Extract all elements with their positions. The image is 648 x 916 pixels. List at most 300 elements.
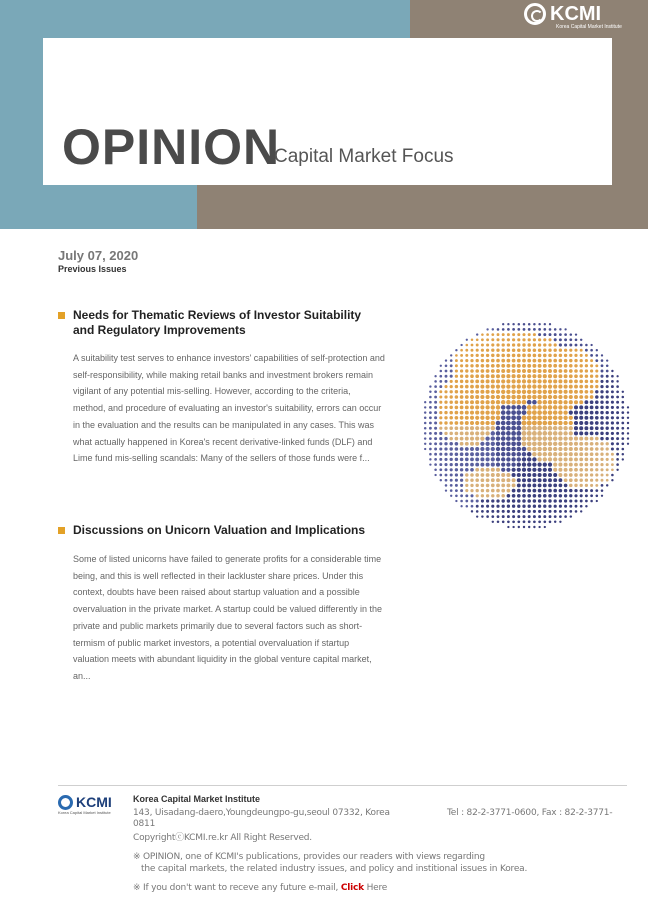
globe-dot [532, 364, 536, 368]
globe-dot [554, 343, 557, 346]
page-subtitle: Capital Market Focus [274, 146, 454, 167]
globe-dot [445, 484, 448, 487]
globe-dot [606, 411, 609, 414]
bullet-icon [58, 312, 65, 319]
globe-dot [517, 468, 521, 472]
globe-dot [450, 370, 453, 373]
globe-dot [606, 427, 609, 430]
globe-dot [527, 457, 531, 461]
globe-dot [434, 411, 437, 414]
globe-dot [580, 364, 583, 367]
globe-dot [600, 380, 603, 383]
globe-dot [580, 484, 583, 487]
globe-dot [548, 405, 553, 410]
globe-dot [455, 468, 458, 471]
globe-dot [595, 390, 598, 393]
globe-dot [511, 462, 515, 466]
globe-dot [569, 411, 573, 415]
globe-dot [590, 364, 593, 367]
globe-dot [455, 500, 457, 502]
globe-dot [476, 505, 479, 508]
globe-dot [569, 374, 573, 378]
globe-dot [527, 494, 531, 498]
globe-dot [522, 400, 527, 405]
globe-dot [511, 431, 516, 436]
globe-dot [533, 505, 536, 508]
globe-dot [553, 369, 557, 373]
globe-dot [480, 416, 484, 420]
dotted-globe-image [419, 318, 633, 532]
globe-dot [475, 478, 479, 482]
globe-dot [460, 484, 463, 487]
globe-dot [512, 338, 515, 341]
globe-dot [553, 478, 557, 482]
globe-dot [439, 468, 442, 471]
globe-dot [444, 458, 447, 461]
globe-dot [543, 452, 547, 456]
previous-issues-link[interactable]: Previous Issues [58, 264, 127, 274]
globe-dot [460, 354, 463, 357]
globe-dot [616, 422, 619, 425]
globe-dot [606, 432, 609, 435]
globe-dot [596, 495, 599, 498]
globe-dot [517, 520, 520, 523]
globe-dot [538, 343, 541, 346]
globe-dot [492, 328, 494, 330]
globe-dot [517, 494, 521, 498]
globe-dot [511, 436, 516, 441]
globe-dot [522, 510, 525, 513]
globe-dot [450, 375, 453, 378]
globe-dot [543, 499, 546, 502]
globe-dot [532, 374, 536, 378]
globe-dot [569, 431, 573, 435]
globe-dot [611, 442, 614, 445]
globe-dot [543, 379, 547, 383]
bullet-icon [58, 527, 65, 534]
globe-dot [507, 499, 510, 502]
globe-dot [506, 483, 510, 487]
globe-dot [606, 359, 608, 361]
globe-dot [491, 510, 494, 513]
globe-dot [611, 427, 614, 430]
globe-dot [507, 510, 510, 513]
globe-dot [480, 379, 484, 383]
globe-dot [548, 421, 553, 426]
globe-dot [470, 369, 474, 373]
globe-dot [501, 489, 505, 493]
globe-dot [616, 396, 619, 399]
kcmi-logo-tagline: Korea Capital Market Institute [556, 24, 622, 30]
globe-dot [532, 483, 536, 487]
globe-dot [553, 436, 557, 440]
globe-dot [606, 484, 608, 486]
globe-dot [496, 510, 499, 513]
globe-dot [616, 401, 619, 404]
globe-dot [558, 400, 562, 404]
globe-dot [574, 364, 577, 367]
globe-dot [574, 359, 577, 362]
globe-dot [527, 410, 532, 415]
globe-dot [564, 328, 566, 330]
globe-dot [501, 379, 505, 383]
globe-dot [579, 416, 583, 420]
globe-dot [449, 400, 452, 403]
globe-dot [445, 489, 447, 491]
globe-dot [564, 510, 567, 513]
globe-dot [590, 463, 593, 466]
globe-dot [590, 400, 594, 404]
globe-dot [511, 452, 515, 456]
globe-dot [532, 431, 537, 436]
globe-dot [569, 385, 573, 389]
globe-dot [564, 473, 568, 477]
globe-dot [424, 411, 426, 413]
globe-dot [595, 447, 599, 451]
globe-dot [522, 410, 527, 415]
globe-dot [429, 427, 432, 430]
globe-dot [465, 369, 468, 372]
globe-dot [579, 426, 583, 430]
globe-dot [600, 395, 603, 398]
globe-dot [611, 453, 614, 456]
globe-dot [580, 489, 583, 492]
globe-dot [601, 495, 603, 497]
globe-dot [496, 489, 500, 493]
globe-dot [569, 369, 573, 373]
globe-dot [516, 431, 521, 436]
globe-dot [470, 457, 474, 461]
globe-dot [475, 484, 478, 487]
globe-dot [590, 500, 593, 503]
globe-dot [590, 416, 594, 420]
globe-dot [621, 411, 624, 414]
globe-dot [538, 328, 541, 331]
globe-dot [444, 432, 447, 435]
globe-dot [569, 364, 573, 368]
globe-dot [517, 473, 521, 477]
kcmi-logo-text: KCMI [550, 3, 602, 25]
article-1-title-line2[interactable]: and Regulatory Improvements [73, 323, 246, 337]
globe-dot [600, 453, 603, 456]
globe-dot [611, 406, 614, 409]
globe-dot [512, 473, 516, 477]
globe-dot [475, 411, 479, 415]
globe-dot [460, 505, 462, 507]
globe-dot [485, 416, 489, 420]
globe-dot [569, 379, 573, 383]
globe-dot [627, 422, 629, 424]
footer-tel-fax: Tel : 82-2-3771-0600, Fax : 82-2-3771- [447, 808, 613, 818]
kcmi-logo[interactable] [524, 3, 601, 25]
globe-dot [595, 452, 598, 455]
globe-dot [537, 395, 541, 399]
globe-dot [627, 406, 629, 408]
globe-dot [517, 390, 521, 394]
globe-dot [470, 364, 473, 367]
globe-dot [466, 339, 468, 341]
globe-dot [476, 344, 479, 347]
globe-dot [574, 380, 578, 384]
globe-dot [481, 515, 483, 517]
globe-dot [501, 400, 505, 404]
globe-dot [434, 437, 437, 440]
globe-dot [517, 447, 522, 452]
globe-dot [590, 468, 593, 471]
globe-dot [564, 369, 568, 373]
globe-dot [486, 515, 489, 518]
globe-dot [548, 400, 552, 404]
globe-dot [532, 478, 536, 482]
globe-dot [527, 462, 531, 466]
globe-dot [548, 473, 552, 477]
globe-dot [548, 338, 551, 341]
globe-dot [553, 473, 557, 477]
globe-dot [516, 415, 521, 420]
globe-dot [559, 484, 563, 488]
globe-dot [460, 390, 464, 394]
globe-dot [491, 431, 495, 435]
globe-dot [450, 479, 453, 482]
globe-dot [549, 515, 552, 518]
globe-dot [480, 447, 484, 451]
globe-dot [506, 415, 511, 420]
globe-dot [491, 436, 495, 440]
globe-dot [584, 442, 588, 446]
article-2-title[interactable]: Discussions on Unicorn Valuation and Implications [73, 523, 366, 537]
globe-dot [601, 354, 603, 356]
globe-dot [585, 380, 589, 384]
globe-dot [522, 468, 526, 472]
globe-dot [564, 484, 568, 488]
globe-dot [465, 421, 469, 425]
globe-dot [439, 432, 442, 435]
globe-dot [600, 406, 603, 409]
globe-dot [533, 343, 536, 346]
globe-dot [475, 380, 479, 384]
globe-dot [590, 442, 594, 446]
globe-dot [590, 369, 593, 372]
globe-dot [564, 447, 568, 451]
globe-dot [569, 473, 573, 477]
globe-dot [590, 349, 593, 352]
globe-dot [606, 421, 609, 424]
globe-dot [455, 400, 459, 404]
footer-logo-icon [58, 795, 73, 810]
globe-dot [621, 427, 624, 430]
globe-dot [611, 437, 614, 440]
globe-dot [564, 457, 568, 461]
globe-dot [616, 432, 619, 435]
globe-dot [429, 453, 432, 456]
globe-dot [606, 479, 609, 482]
globe-dot [569, 354, 572, 357]
globe-dot [580, 494, 583, 497]
globe-dot [559, 515, 562, 518]
globe-dot [486, 385, 490, 389]
globe-dot [475, 452, 479, 456]
globe-dot [455, 380, 458, 383]
globe-dot [585, 349, 588, 352]
globe-dot [548, 478, 552, 482]
globe-dot [584, 416, 588, 420]
globe-dot [439, 458, 442, 461]
globe-dot [501, 359, 505, 363]
globe-dot [501, 442, 506, 447]
globe-dot [517, 359, 521, 363]
globe-dot [590, 344, 592, 346]
globe-dot [475, 463, 479, 467]
globe-dot [527, 441, 532, 446]
globe-dot [455, 437, 459, 441]
globe-dot [440, 370, 443, 373]
globe-dot [466, 505, 469, 508]
globe-dot [506, 400, 511, 405]
globe-dot [517, 457, 521, 461]
globe-dot [532, 421, 537, 426]
globe-dot [481, 333, 484, 336]
globe-dot [527, 374, 531, 378]
globe-dot [511, 395, 515, 400]
globe-dot [549, 333, 552, 336]
globe-dot [563, 431, 567, 435]
globe-dot [558, 457, 562, 461]
globe-dot [616, 385, 619, 388]
issue-date: July 07, 2020 [58, 248, 139, 263]
globe-dot [465, 437, 469, 441]
globe-dot [455, 369, 458, 372]
globe-dot [496, 478, 500, 482]
globe-dot [600, 468, 603, 471]
globe-dot [486, 499, 489, 502]
globe-dot [558, 436, 562, 440]
globe-dot [522, 441, 527, 446]
globe-dot [569, 344, 572, 347]
globe-dot [465, 468, 469, 472]
globe-dot [543, 338, 546, 341]
globe-dot [501, 468, 505, 472]
globe-dot [590, 421, 594, 425]
globe-dot [569, 405, 573, 409]
globe-dot [596, 354, 599, 357]
globe-dot [569, 359, 572, 362]
globe-dot [543, 473, 547, 477]
globe-dot [496, 484, 500, 488]
globe-dot [532, 426, 537, 431]
globe-dot [579, 473, 583, 477]
globe-dot [496, 390, 500, 394]
globe-dot [460, 452, 464, 456]
globe-dot [444, 416, 447, 419]
globe-dot [486, 338, 489, 341]
globe-dot [486, 484, 490, 488]
header-taupe-strip [197, 185, 648, 229]
globe-dot [579, 380, 583, 384]
globe-dot [523, 526, 525, 528]
globe-dot [455, 458, 458, 461]
globe-dot [574, 463, 578, 467]
globe-dot [558, 369, 562, 373]
unsubscribe-click-link[interactable]: Click [340, 883, 364, 893]
article-1-title-line1[interactable]: Needs for Thematic Reviews of Investor Suitability [73, 308, 362, 322]
globe-dot [511, 415, 516, 420]
globe-dot [553, 426, 558, 431]
globe-dot [496, 338, 499, 341]
globe-dot [563, 421, 567, 425]
globe-dot [434, 396, 437, 399]
globe-dot [434, 375, 436, 377]
globe-dot [501, 431, 506, 436]
globe-dot [424, 406, 426, 408]
globe-dot [460, 406, 464, 410]
globe-dot [516, 421, 521, 426]
globe-dot [580, 500, 583, 503]
globe-dot [585, 479, 588, 482]
globe-dot [522, 338, 525, 341]
globe-dot [522, 354, 526, 358]
globe-dot [455, 354, 458, 357]
globe-dot [574, 349, 577, 352]
globe-dot [424, 427, 427, 430]
globe-dot [502, 343, 505, 346]
globe-dot [574, 400, 578, 404]
globe-dot [595, 421, 599, 425]
globe-dot [600, 426, 604, 430]
globe-dot [507, 526, 509, 528]
globe-dot [532, 452, 537, 457]
globe-dot [595, 432, 599, 436]
globe-dot [507, 343, 510, 346]
globe-dot [584, 411, 588, 415]
globe-dot [585, 374, 588, 377]
globe-dot [532, 405, 537, 410]
globe-dot [543, 400, 548, 405]
kcmi-logo-icon [524, 3, 546, 25]
globe-dot [538, 526, 540, 528]
globe-dot [512, 343, 515, 346]
globe-dot [450, 390, 453, 393]
globe-dot [616, 458, 619, 461]
globe-dot [569, 426, 573, 430]
globe-dot [548, 489, 552, 493]
globe-dot [554, 505, 557, 508]
globe-dot [543, 348, 546, 351]
globe-dot [533, 526, 535, 528]
article-1-title[interactable] [73, 308, 361, 338]
globe-dot [455, 359, 458, 362]
footer-divider [58, 785, 627, 786]
globe-dot [522, 374, 526, 378]
globe-dot [476, 494, 479, 497]
globe-dot [558, 442, 562, 446]
globe-dot [590, 473, 593, 476]
globe-dot [460, 426, 464, 430]
globe-dot [522, 364, 526, 368]
globe-dot [491, 354, 494, 357]
globe-dot [486, 505, 489, 508]
globe-dot [455, 426, 459, 430]
globe-dot [543, 374, 547, 378]
globe-dot [470, 452, 474, 456]
globe-dot [563, 442, 567, 446]
globe-dot [564, 333, 567, 336]
globe-dot [485, 431, 489, 435]
globe-dot [449, 447, 452, 450]
globe-dot [574, 395, 578, 399]
globe-dot [590, 452, 594, 456]
footer-unsubscribe [133, 883, 387, 893]
article-2-summary: Some of listed unicorns have failed to generate profits for a considerable time being, and this is well reflected in their lackluster share prices. Under this context, doubts have been raised about startup valuation and a possible overvaluation in the private market. A startup could be valued differently in the private and public markets primarily due to several factors such as short-termism of public market investors, a potential overvaluation if startup valuation meets with abundant liquidity in the global venture capital market, an... [73, 554, 383, 681]
